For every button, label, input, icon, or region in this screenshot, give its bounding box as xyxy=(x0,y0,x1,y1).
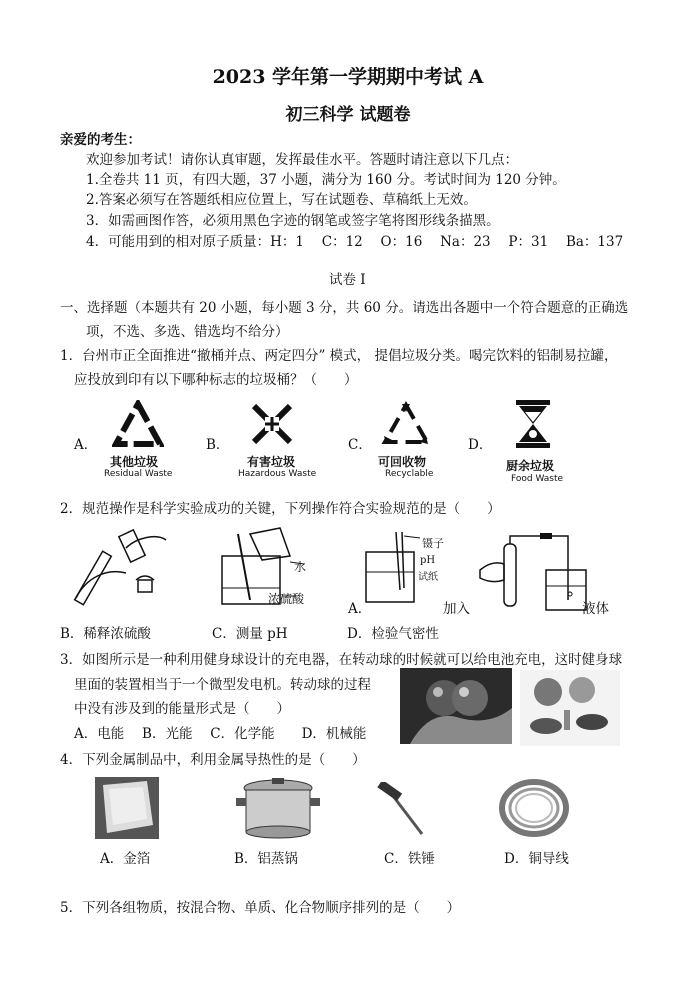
q4-option-c: C．铁锤 xyxy=(384,851,435,867)
q2-stem: 2．规范操作是科学实验成功的关键，下列操作符合实验规范的是（ ） xyxy=(60,501,501,517)
label-liquid: 液体 xyxy=(582,601,609,617)
q3-line3: 中没有涉及到的能量形式是（ ） xyxy=(74,701,290,717)
section1-line1: 一、选择题（本题共有 20 小题，每小题 3 分，共 60 分。请选出各题中一个符合题意的正确选 xyxy=(60,300,629,316)
welcome-text: 欢迎参加考试！请你认真审题，发挥最佳水平。答题时请注意以下几点： xyxy=(86,152,518,168)
label-ph: pH xyxy=(420,555,436,566)
q4-option-a: A．金箔 xyxy=(100,851,151,867)
q1-b-en: Hazardous Waste xyxy=(238,469,317,479)
hourglass-icon xyxy=(510,398,556,450)
recycle-triangle-icon xyxy=(112,400,164,448)
q1-a-en: Residual Waste xyxy=(104,469,173,479)
airtightness-test-figure xyxy=(478,530,588,615)
exam-title: 2023 学年第一学期期中考试 A xyxy=(212,66,484,88)
charger-parts-photo xyxy=(520,670,620,746)
q1-d-en: Food Waste xyxy=(511,474,564,484)
q4-option-b: B．铝蒸锅 xyxy=(234,851,298,867)
fitness-balls-photo xyxy=(400,668,512,744)
q4-option-d: D．铜导线 xyxy=(504,851,569,867)
label-add: 加入 xyxy=(443,601,470,617)
recyclable-arrows-icon xyxy=(380,400,432,448)
paper-label: 试卷 I xyxy=(329,272,366,288)
test-tube-pouring-figure xyxy=(66,528,176,613)
q1-option-c-letter: C． xyxy=(348,437,372,453)
q4-stem: 4．下列金属制品中，利用金属导热性的是（ ） xyxy=(60,752,366,768)
q1-d-cn: 厨余垃圾 xyxy=(506,459,555,473)
rule-3: 3．如需画图作答，必须用黑色字迹的钢笔或签字笔将图形线条描黑。 xyxy=(86,213,500,229)
q1-c-en: Recyclable xyxy=(385,469,434,479)
q2-option-a-letter: A． xyxy=(348,601,372,617)
q1-c-cn: 可回收物 xyxy=(378,455,427,469)
q3-options: A．电能 B．光能 C．化学能 D．机械能 xyxy=(74,726,367,742)
q1-b-cn: 有害垃圾 xyxy=(247,455,296,469)
q2-option-c: C．测量 pH xyxy=(212,626,288,642)
q5-stem: 5．下列各组物质，按混合物、单质、化合物顺序排列的是（ ） xyxy=(60,900,461,916)
rule-1: 1.全卷共 11 页，有四大题，37 小题，满分为 160 分。考试时间为 120 分钟。 xyxy=(86,172,566,188)
q2-option-d: D．检验气密性 xyxy=(347,626,439,642)
greeting: 亲爱的考生： xyxy=(60,132,141,148)
exam-subtitle: 初三科学 试题卷 xyxy=(285,105,411,125)
label-paper: 试纸 xyxy=(418,572,438,583)
label-acid: 浓硫酸 xyxy=(268,592,305,606)
q1-a-cn: 其他垃圾 xyxy=(110,455,159,469)
rule-4: 4．可能用到的相对原子质量：H：1 C：12 O：16 Na：23 P：31 Ba：137 xyxy=(86,234,624,250)
q1-line2: 应投放到印有以下哪种标志的垃圾桶？（ ） xyxy=(74,372,358,388)
gold-foil-photo xyxy=(95,777,159,839)
q3-line1: 3．如图所示是一种利用健身球设计的充电器，在转动球的时候就可以给电池充电，这时健身球 xyxy=(60,652,623,668)
q3-line2: 里面的装置相当于一个微型发电机。转动球的过程 xyxy=(74,677,371,693)
iron-hammer-photo xyxy=(376,782,432,838)
section1-line2: 项，不选、多选、错选均不给分） xyxy=(86,324,289,340)
label-water: 水 xyxy=(294,560,307,574)
q2-option-b: B．稀释浓硫酸 xyxy=(60,626,151,642)
aluminum-steamer-photo xyxy=(232,776,324,840)
ph-test-figure xyxy=(360,528,430,606)
label-tweezers: 镊子 xyxy=(422,537,444,550)
q1-option-b-letter: B． xyxy=(206,437,230,453)
copper-wire-photo xyxy=(498,776,570,840)
q1-option-d-letter: D． xyxy=(468,437,493,453)
q1-line1: 1．台州市正全面推进“撤桶并点、两定四分” 模式， 提倡垃圾分类。喝完饮料的铝制易拉罐， xyxy=(60,348,618,364)
hazard-cross-icon xyxy=(250,402,294,446)
q1-option-a-letter: A． xyxy=(74,437,98,453)
rule-2: 2.答案必须写在答题纸相应位置上，写在试题卷、草稿纸上无效。 xyxy=(86,192,477,208)
